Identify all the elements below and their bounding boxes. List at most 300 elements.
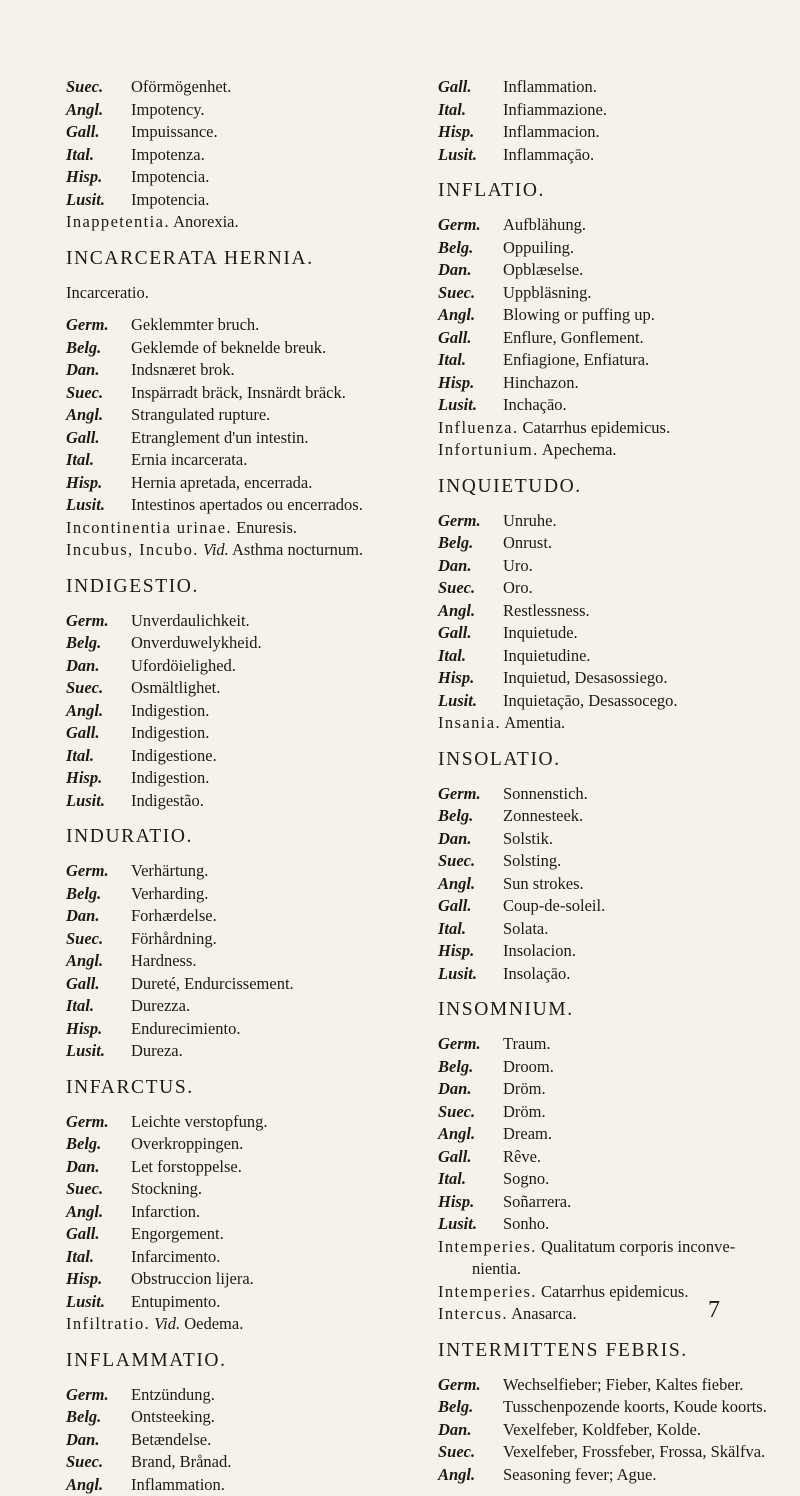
entry-row: [438, 259, 793, 282]
entry-impotentia-continued: [66, 76, 411, 211]
entry-row: [66, 1406, 411, 1429]
entry-row: [66, 494, 411, 517]
entry-row: [438, 1123, 793, 1146]
entry-row: [66, 427, 411, 450]
entry-row: [438, 76, 793, 99]
entry-row: [438, 963, 793, 986]
entry-row: [438, 1033, 793, 1056]
translation-term: Indsnæret brok.: [131, 359, 411, 382]
translation-term: Wechselfieber; Fieber, Kaltes fieber.: [503, 1374, 793, 1397]
language-label: Suec.: [438, 1101, 503, 1124]
language-label: Hisp.: [66, 1268, 131, 1291]
entry-row: [66, 973, 411, 996]
entry-infarctus: [66, 1111, 411, 1314]
language-label: Angl.: [438, 600, 503, 623]
language-label: Angl.: [66, 1474, 131, 1496]
language-label: Dan.: [66, 359, 131, 382]
xref-intemperies-continued: nientia.: [438, 1258, 793, 1281]
entry-row: [66, 1474, 411, 1496]
entry-insomnium: [438, 1033, 793, 1236]
translation-term: Uro.: [503, 555, 793, 578]
entry-row: [66, 166, 411, 189]
entry-row: [438, 1191, 793, 1214]
entry-row: [438, 850, 793, 873]
translation-term: Blowing or puffing up.: [503, 304, 793, 327]
right-column: [438, 76, 793, 1486]
language-label: Germ.: [438, 214, 503, 237]
entry-row: [438, 394, 793, 417]
xref-incubus: Incubus, Incubo. Vid. Asthma nocturnum.: [66, 539, 411, 562]
entry-row: [438, 214, 793, 237]
entry-row: [66, 1178, 411, 1201]
language-label: Germ.: [438, 1033, 503, 1056]
entry-inflammatio: [66, 1384, 411, 1496]
language-label: Angl.: [438, 1123, 503, 1146]
xref-intemperies-qualitatum: Intemperies. Qualitatum corporis inconve-: [438, 1236, 793, 1259]
entry-row: [66, 337, 411, 360]
translation-term: Overkroppingen.: [131, 1133, 411, 1156]
translation-term: Vexelfeber, Koldfeber, Kolde.: [503, 1419, 793, 1442]
translation-term: Uppbläsning.: [503, 282, 793, 305]
translation-term: Impuissance.: [131, 121, 411, 144]
translation-term: Oförmögenhet.: [131, 76, 411, 99]
language-label: Lusit.: [438, 1213, 503, 1236]
entry-row: [66, 790, 411, 813]
language-label: Dan.: [438, 259, 503, 282]
translation-term: Dream.: [503, 1123, 793, 1146]
entry-row: [438, 144, 793, 167]
xref-insania: Insania. Amentia.: [438, 712, 793, 735]
heading-intermittens-febris: INTERMITTENS FEBRIS.: [438, 1340, 793, 1362]
entry-row: [438, 510, 793, 533]
language-label: Suec.: [438, 282, 503, 305]
entry-row: [438, 622, 793, 645]
language-label: Belg.: [438, 532, 503, 555]
entry-row: [66, 1040, 411, 1063]
language-label: Angl.: [438, 873, 503, 896]
entry-row: [438, 1213, 793, 1236]
translation-term: Droom.: [503, 1056, 793, 1079]
language-label: Gall.: [438, 1146, 503, 1169]
language-label: Lusit.: [66, 494, 131, 517]
translation-term: Ufordöielighed.: [131, 655, 411, 678]
entry-row: [66, 404, 411, 427]
entry-row: [66, 610, 411, 633]
language-label: Suec.: [438, 850, 503, 873]
translation-term: Sogno.: [503, 1168, 793, 1191]
language-label: Ital.: [66, 144, 131, 167]
language-label: Gall.: [66, 722, 131, 745]
translation-term: Coup-de-soleil.: [503, 895, 793, 918]
translation-term: Hinchazon.: [503, 372, 793, 395]
translation-term: Brand, Brånad.: [131, 1451, 411, 1474]
translation-term: Hernia apretada, encerrada.: [131, 472, 411, 495]
heading-inflammatio: INFLAMMATIO.: [66, 1350, 411, 1372]
translation-term: Inquietudine.: [503, 645, 793, 668]
entry-row: [66, 449, 411, 472]
language-label: Dan.: [438, 828, 503, 851]
translation-term: Oro.: [503, 577, 793, 600]
language-label: Angl.: [66, 99, 131, 122]
language-label: Lusit.: [438, 690, 503, 713]
language-label: Germ.: [438, 783, 503, 806]
language-label: Suec.: [66, 382, 131, 405]
entry-row: [66, 700, 411, 723]
entry-row: [66, 1018, 411, 1041]
language-label: Germ.: [66, 1111, 131, 1134]
language-label: Belg.: [438, 237, 503, 260]
entry-row: [438, 600, 793, 623]
entry-row: [66, 314, 411, 337]
translation-term: Sonho.: [503, 1213, 793, 1236]
entry-row: [438, 1374, 793, 1397]
entry-row: [66, 121, 411, 144]
translation-term: Enfiagione, Enfiatura.: [503, 349, 793, 372]
entry-row: [66, 950, 411, 973]
entry-row: [438, 282, 793, 305]
translation-term: Durezza.: [131, 995, 411, 1018]
language-label: Hisp.: [438, 667, 503, 690]
translation-term: Ontsteeking.: [131, 1406, 411, 1429]
translation-term: Indigestione.: [131, 745, 411, 768]
entry-row: [438, 1168, 793, 1191]
language-label: Ital.: [66, 995, 131, 1018]
entry-row: [66, 655, 411, 678]
entry-row: [66, 1156, 411, 1179]
entry-row: [66, 722, 411, 745]
entry-row: [66, 1223, 411, 1246]
language-label: Gall.: [66, 121, 131, 144]
language-label: Ital.: [66, 1246, 131, 1269]
translation-term: Rêve.: [503, 1146, 793, 1169]
translation-term: Traum.: [503, 1033, 793, 1056]
entry-row: [438, 1146, 793, 1169]
translation-term: Indigestion.: [131, 700, 411, 723]
language-label: Germ.: [66, 1384, 131, 1407]
translation-term: Infiammazione.: [503, 99, 793, 122]
entry-row: [438, 121, 793, 144]
language-label: Hisp.: [438, 121, 503, 144]
entry-row: [66, 76, 411, 99]
entry-row: [66, 1291, 411, 1314]
xref-intercus: Intercus. Anasarca.: [438, 1303, 793, 1326]
language-label: Dan.: [438, 1419, 503, 1442]
entry-row: [66, 1201, 411, 1224]
entry-intermittens-febris: [438, 1374, 793, 1487]
entry-row: [438, 237, 793, 260]
entry-row: [66, 189, 411, 212]
language-label: Hisp.: [66, 767, 131, 790]
entry-row: [438, 895, 793, 918]
language-label: Belg.: [66, 1133, 131, 1156]
translation-term: Inquietud, Desasossiego.: [503, 667, 793, 690]
translation-term: Inflammation.: [503, 76, 793, 99]
language-label: Lusit.: [66, 1040, 131, 1063]
language-label: Lusit.: [438, 394, 503, 417]
entry-row: [438, 1056, 793, 1079]
translation-term: Dröm.: [503, 1078, 793, 1101]
language-label: Angl.: [66, 404, 131, 427]
language-label: Dan.: [66, 1429, 131, 1452]
language-label: Belg.: [438, 805, 503, 828]
translation-term: Verharding.: [131, 883, 411, 906]
heading-inflatio: INFLATIO.: [438, 180, 793, 202]
entry-row: [438, 372, 793, 395]
translation-term: Infarction.: [131, 1201, 411, 1224]
translation-term: Tusschenpozende koorts, Koude koorts.: [503, 1396, 793, 1419]
translation-term: Impotency.: [131, 99, 411, 122]
language-label: Lusit.: [66, 189, 131, 212]
translation-term: Osmältlighet.: [131, 677, 411, 700]
entry-inquietudo: [438, 510, 793, 713]
translation-term: Intestinos apertados ou encerrados.: [131, 494, 411, 517]
language-label: Gall.: [438, 327, 503, 350]
entry-row: [438, 918, 793, 941]
translation-term: Stockning.: [131, 1178, 411, 1201]
language-label: Dan.: [438, 1078, 503, 1101]
entry-row: [438, 304, 793, 327]
translation-term: Sonnenstich.: [503, 783, 793, 806]
entry-row: [66, 928, 411, 951]
language-label: Suec.: [438, 577, 503, 600]
xref-intemperies-catarrhus: Intemperies. Catarrhus epidemicus.: [438, 1281, 793, 1304]
entry-row: [66, 1246, 411, 1269]
language-label: Dan.: [66, 905, 131, 928]
entry-row: [438, 327, 793, 350]
entry-row: [438, 1419, 793, 1442]
language-label: Hisp.: [438, 1191, 503, 1214]
language-label: Ital.: [66, 745, 131, 768]
translation-term: Solsting.: [503, 850, 793, 873]
translation-term: Geklemmter bruch.: [131, 314, 411, 337]
language-label: Angl.: [438, 304, 503, 327]
language-label: Gall.: [438, 622, 503, 645]
language-label: Hisp.: [66, 472, 131, 495]
translation-term: Inchaçāo.: [503, 394, 793, 417]
language-label: Angl.: [66, 700, 131, 723]
translation-term: Vexelfeber, Frossfeber, Frossa, Skälfva.: [503, 1441, 793, 1464]
xref-influenza: Influenza. Catarrhus epidemicus.: [438, 417, 793, 440]
translation-term: Betændelse.: [131, 1429, 411, 1452]
entry-inflammatio-continued: [438, 76, 793, 166]
translation-term: Dröm.: [503, 1101, 793, 1124]
translation-term: Enflure, Gonflement.: [503, 327, 793, 350]
entry-row: [66, 1133, 411, 1156]
entry-row: [66, 905, 411, 928]
translation-term: Insolaçāo.: [503, 963, 793, 986]
language-label: Ital.: [66, 449, 131, 472]
language-label: Hisp.: [438, 372, 503, 395]
xref-inappetentia: Inappetentia. Anorexia.: [66, 211, 411, 234]
translation-term: Soñarrera.: [503, 1191, 793, 1214]
language-label: Belg.: [66, 883, 131, 906]
entry-row: [66, 677, 411, 700]
heading-infarctus: INFARCTUS.: [66, 1077, 411, 1099]
translation-term: Impotencia.: [131, 166, 411, 189]
language-label: Lusit.: [438, 144, 503, 167]
language-label: Gall.: [438, 76, 503, 99]
translation-term: Inquietude.: [503, 622, 793, 645]
translation-term: Unverdaulichkeit.: [131, 610, 411, 633]
translation-term: Solata.: [503, 918, 793, 941]
entry-row: [66, 1451, 411, 1474]
entry-row: [66, 144, 411, 167]
translation-term: Etranglement d'un intestin.: [131, 427, 411, 450]
heading-inquietudo: INQUIETUDO.: [438, 476, 793, 498]
translation-term: Engorgement.: [131, 1223, 411, 1246]
translation-term: Leichte verstopfung.: [131, 1111, 411, 1134]
language-label: Hisp.: [66, 1018, 131, 1041]
xref-infiltratio: Infiltratio. Vid. Oedema.: [66, 1313, 411, 1336]
translation-term: Indigestão.: [131, 790, 411, 813]
language-label: Lusit.: [438, 963, 503, 986]
translation-term: Hardness.: [131, 950, 411, 973]
entry-row: [66, 767, 411, 790]
heading-indigestio: INDIGESTIO.: [66, 576, 411, 598]
subheading-incarceratio: Incarceratio.: [66, 282, 411, 305]
language-label: Germ.: [66, 314, 131, 337]
entry-row: [438, 1396, 793, 1419]
language-label: Suec.: [66, 928, 131, 951]
translation-term: Restlessness.: [503, 600, 793, 623]
translation-term: Forhærdelse.: [131, 905, 411, 928]
translation-term: Inflammaçāo.: [503, 144, 793, 167]
translation-term: Solstik.: [503, 828, 793, 851]
entry-row: [438, 805, 793, 828]
translation-term: Inquietaçāo, Desassocego.: [503, 690, 793, 713]
entry-row: [66, 1384, 411, 1407]
left-column: [66, 76, 411, 1496]
entry-row: [438, 690, 793, 713]
entry-incarcerata-hernia: [66, 314, 411, 517]
entry-row: [438, 1101, 793, 1124]
translation-term: Opblæselse.: [503, 259, 793, 282]
translation-term: Endurecimiento.: [131, 1018, 411, 1041]
entry-row: [66, 1268, 411, 1291]
language-label: Dan.: [66, 655, 131, 678]
language-label: Ital.: [438, 1168, 503, 1191]
entry-row: [438, 828, 793, 851]
translation-term: Onrust.: [503, 532, 793, 555]
entry-row: [438, 99, 793, 122]
language-label: Germ.: [66, 610, 131, 633]
translation-term: Geklemde of beknelde breuk.: [131, 337, 411, 360]
translation-term: Sun strokes.: [503, 873, 793, 896]
language-label: Ital.: [438, 645, 503, 668]
language-label: Hisp.: [438, 940, 503, 963]
entry-row: [66, 860, 411, 883]
entry-row: [66, 1429, 411, 1452]
language-label: Dan.: [66, 1156, 131, 1179]
translation-term: Aufblähung.: [503, 214, 793, 237]
entry-row: [438, 555, 793, 578]
translation-term: Dureté, Endurcissement.: [131, 973, 411, 996]
language-label: Suec.: [438, 1441, 503, 1464]
translation-term: Dureza.: [131, 1040, 411, 1063]
language-label: Suec.: [66, 76, 131, 99]
entry-induratio: [66, 860, 411, 1063]
translation-term: Inspärradt bräck, Insnärdt bräck.: [131, 382, 411, 405]
translation-term: Indigestion.: [131, 767, 411, 790]
entry-row: [66, 359, 411, 382]
language-label: Angl.: [66, 1201, 131, 1224]
entry-row: [438, 667, 793, 690]
entry-row: [66, 632, 411, 655]
translation-term: Unruhe.: [503, 510, 793, 533]
entry-row: [438, 1441, 793, 1464]
heading-insolatio: INSOLATIO.: [438, 749, 793, 771]
entry-row: [438, 873, 793, 896]
language-label: Angl.: [66, 950, 131, 973]
translation-term: Zonnesteek.: [503, 805, 793, 828]
xref-infortunium: Infortunium. Apechema.: [438, 439, 793, 462]
entry-row: [438, 349, 793, 372]
entry-insolatio: [438, 783, 793, 986]
entry-row: [66, 1111, 411, 1134]
entry-row: [66, 745, 411, 768]
language-label: Gall.: [66, 1223, 131, 1246]
translation-term: Impotenza.: [131, 144, 411, 167]
translation-term: Insolacion.: [503, 940, 793, 963]
entry-row: [438, 645, 793, 668]
translation-term: Oppuiling.: [503, 237, 793, 260]
heading-induratio: INDURATIO.: [66, 826, 411, 848]
translation-term: Inflammacion.: [503, 121, 793, 144]
language-label: Gall.: [438, 895, 503, 918]
language-label: Belg.: [438, 1396, 503, 1419]
heading-incarcerata-hernia: INCARCERATA HERNIA.: [66, 248, 411, 270]
language-label: Ital.: [438, 349, 503, 372]
translation-term: Verhärtung.: [131, 860, 411, 883]
entry-row: [66, 883, 411, 906]
entry-row: [66, 382, 411, 405]
translation-term: Impotencia.: [131, 189, 411, 212]
xref-incontinentia: Incontinentia urinae. Enuresis.: [66, 517, 411, 540]
language-label: Dan.: [438, 555, 503, 578]
language-label: Suec.: [66, 1451, 131, 1474]
language-label: Ital.: [438, 918, 503, 941]
page-number: 7: [708, 1297, 720, 1324]
translation-term: Strangulated rupture.: [131, 404, 411, 427]
language-label: Suec.: [66, 677, 131, 700]
translation-term: Obstruccion lijera.: [131, 1268, 411, 1291]
translation-term: Infarcimento.: [131, 1246, 411, 1269]
translation-term: Ernia incarcerata.: [131, 449, 411, 472]
language-label: Angl.: [438, 1464, 503, 1487]
heading-insomnium: INSOMNIUM.: [438, 999, 793, 1021]
language-label: Lusit.: [66, 1291, 131, 1314]
translation-term: Förhårdning.: [131, 928, 411, 951]
language-label: Belg.: [66, 337, 131, 360]
language-label: Ital.: [438, 99, 503, 122]
language-label: Gall.: [66, 973, 131, 996]
language-label: Belg.: [438, 1056, 503, 1079]
entry-indigestio: [66, 610, 411, 813]
language-label: Belg.: [66, 632, 131, 655]
translation-term: Entupimento.: [131, 1291, 411, 1314]
entry-row: [438, 1078, 793, 1101]
entry-row: [66, 995, 411, 1018]
language-label: Belg.: [66, 1406, 131, 1429]
language-label: Germ.: [438, 1374, 503, 1397]
translation-term: Indigestion.: [131, 722, 411, 745]
entry-row: [66, 472, 411, 495]
entry-row: [438, 577, 793, 600]
translation-term: Let forstoppelse.: [131, 1156, 411, 1179]
entry-row: [438, 1464, 793, 1487]
translation-term: Inflammation.: [131, 1474, 411, 1496]
translation-term: Seasoning fever; Ague.: [503, 1464, 793, 1487]
